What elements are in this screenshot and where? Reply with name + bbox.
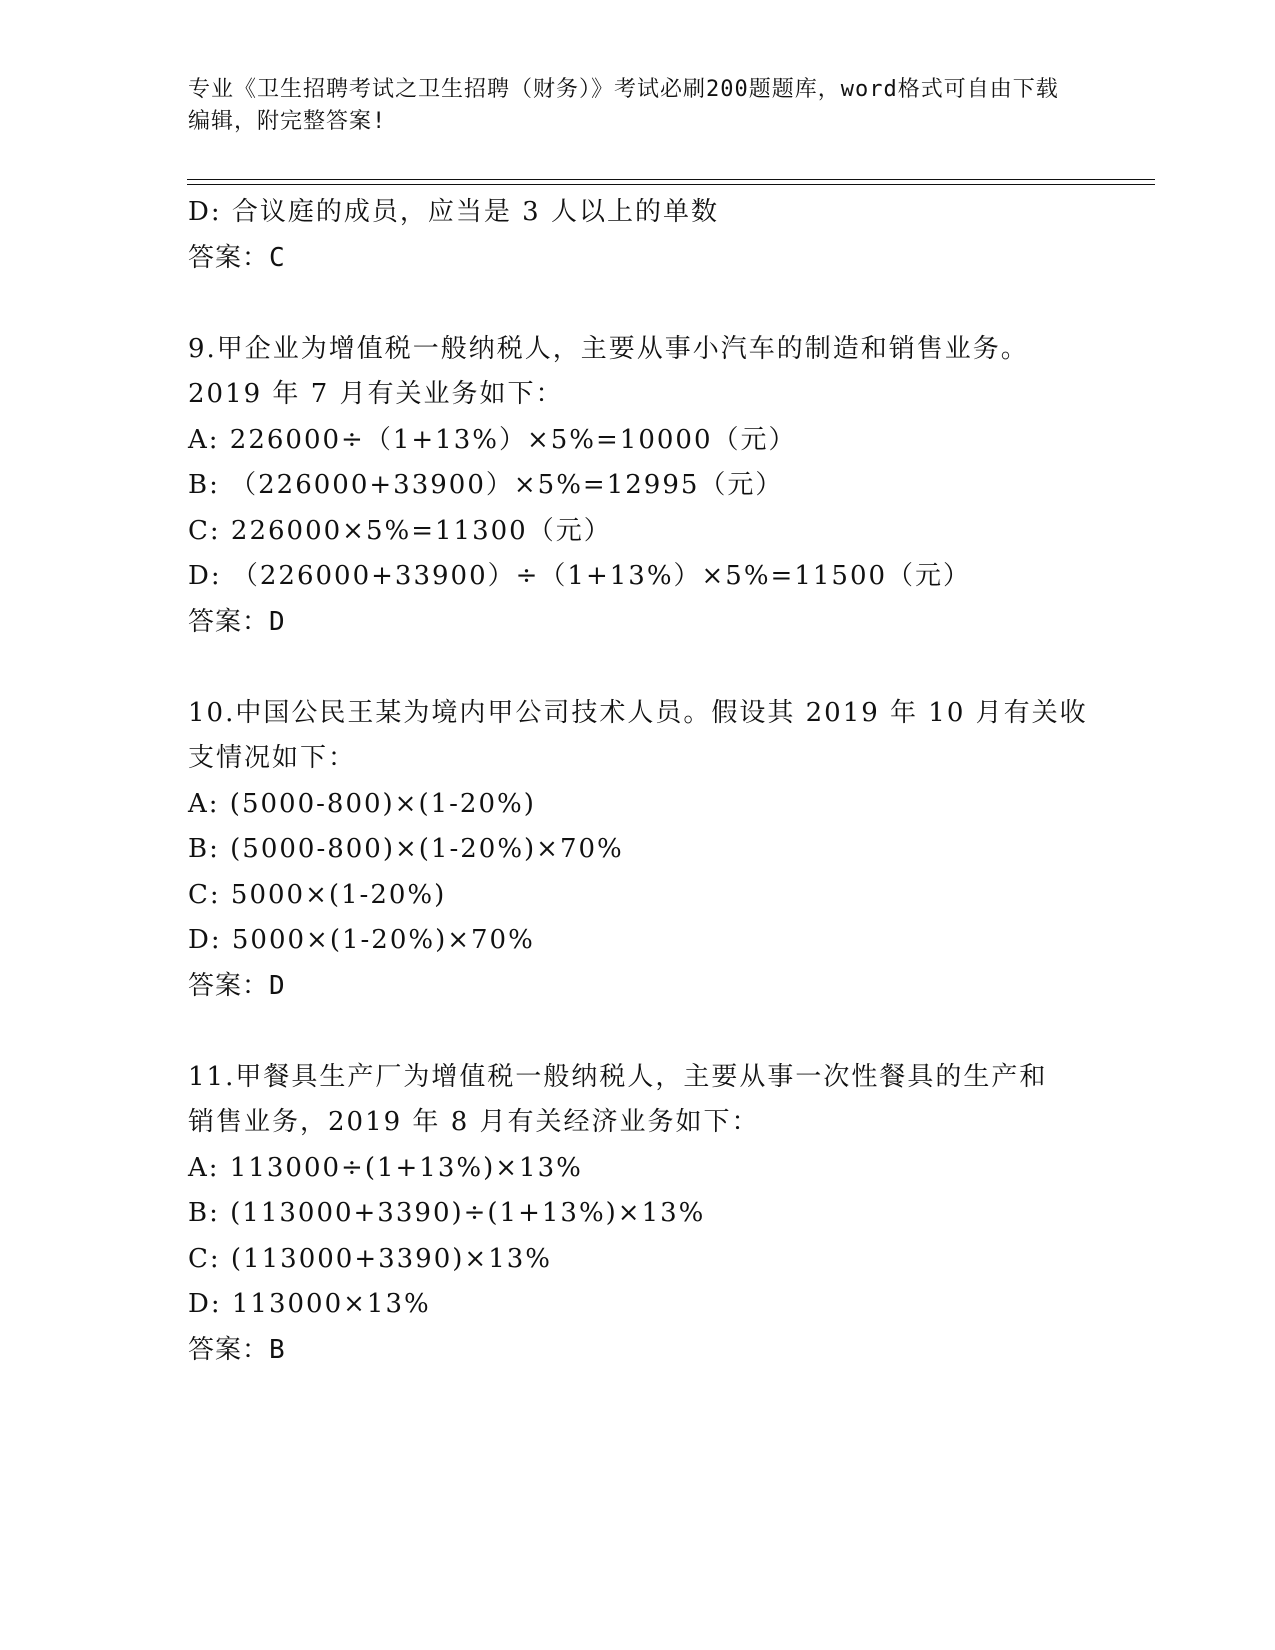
document-header: 专业《卫生招聘考试之卫生招聘（财务）》考试必刷200题题库，word格式可自由下载编辑，附完整答案! [188, 77, 1059, 134]
option-d: D: （226000+33900）÷（1+13%）×5%=11500（元） [188, 561, 972, 591]
question-9 [188, 327, 1088, 646]
question-stem: 销售业务，2019 年 8 月有关经济业务如下： [188, 1107, 760, 1137]
question-11 [188, 1055, 1088, 1374]
option-c: C: 5000×(1-20%) [188, 879, 447, 910]
header-divider-bottom [187, 184, 1155, 185]
question-stem: 2019 年 7 月有关业务如下： [188, 379, 564, 409]
answer: 答案：D [188, 970, 286, 1001]
question-10 [188, 691, 1088, 1010]
header-divider-top [187, 179, 1155, 180]
option-d: D: 5000×(1-20%)×70% [188, 925, 535, 955]
option-a: A: (5000-800)×(1-20%) [188, 788, 536, 819]
spacer [188, 281, 1088, 327]
question-8-option-d: D: 合议庭的成员，应当是 3 人以上的单数 [188, 197, 719, 227]
option-b: B: (113000+3390)÷(1+13%)×13% [188, 1198, 706, 1228]
option-a: A: 226000÷（1+13%）×5%=10000（元） [188, 424, 797, 455]
option-d: D: 113000×13% [188, 1289, 431, 1319]
question-stem: 10.中国公民王某为境内甲公司技术人员。假设其 2019 年 10 月有关收 [188, 697, 1088, 728]
question-stem: 9.甲企业为增值税一般纳税人，主要从事小汽车的制造和销售业务。 [188, 333, 1029, 364]
answer: 答案：B [188, 1334, 286, 1365]
option-b: B: （226000+33900）×5%=12995（元） [188, 470, 784, 500]
option-a: A: 113000÷(1+13%)×13% [188, 1152, 583, 1183]
spacer [188, 1009, 1088, 1055]
option-b: B: (5000-800)×(1-20%)×70% [188, 834, 624, 864]
question-stem: 11.甲餐具生产厂为增值税一般纳税人，主要从事一次性餐具的生产和 [188, 1061, 1048, 1092]
question-stem: 支情况如下： [188, 743, 357, 773]
document-body [188, 190, 1088, 1373]
option-c: C: 226000×5%=11300（元） [188, 515, 612, 546]
question-8-answer: 答案：C [188, 242, 286, 273]
answer: 答案：D [188, 606, 286, 637]
spacer [188, 645, 1088, 691]
option-c: C: (113000+3390)×13% [188, 1243, 552, 1274]
